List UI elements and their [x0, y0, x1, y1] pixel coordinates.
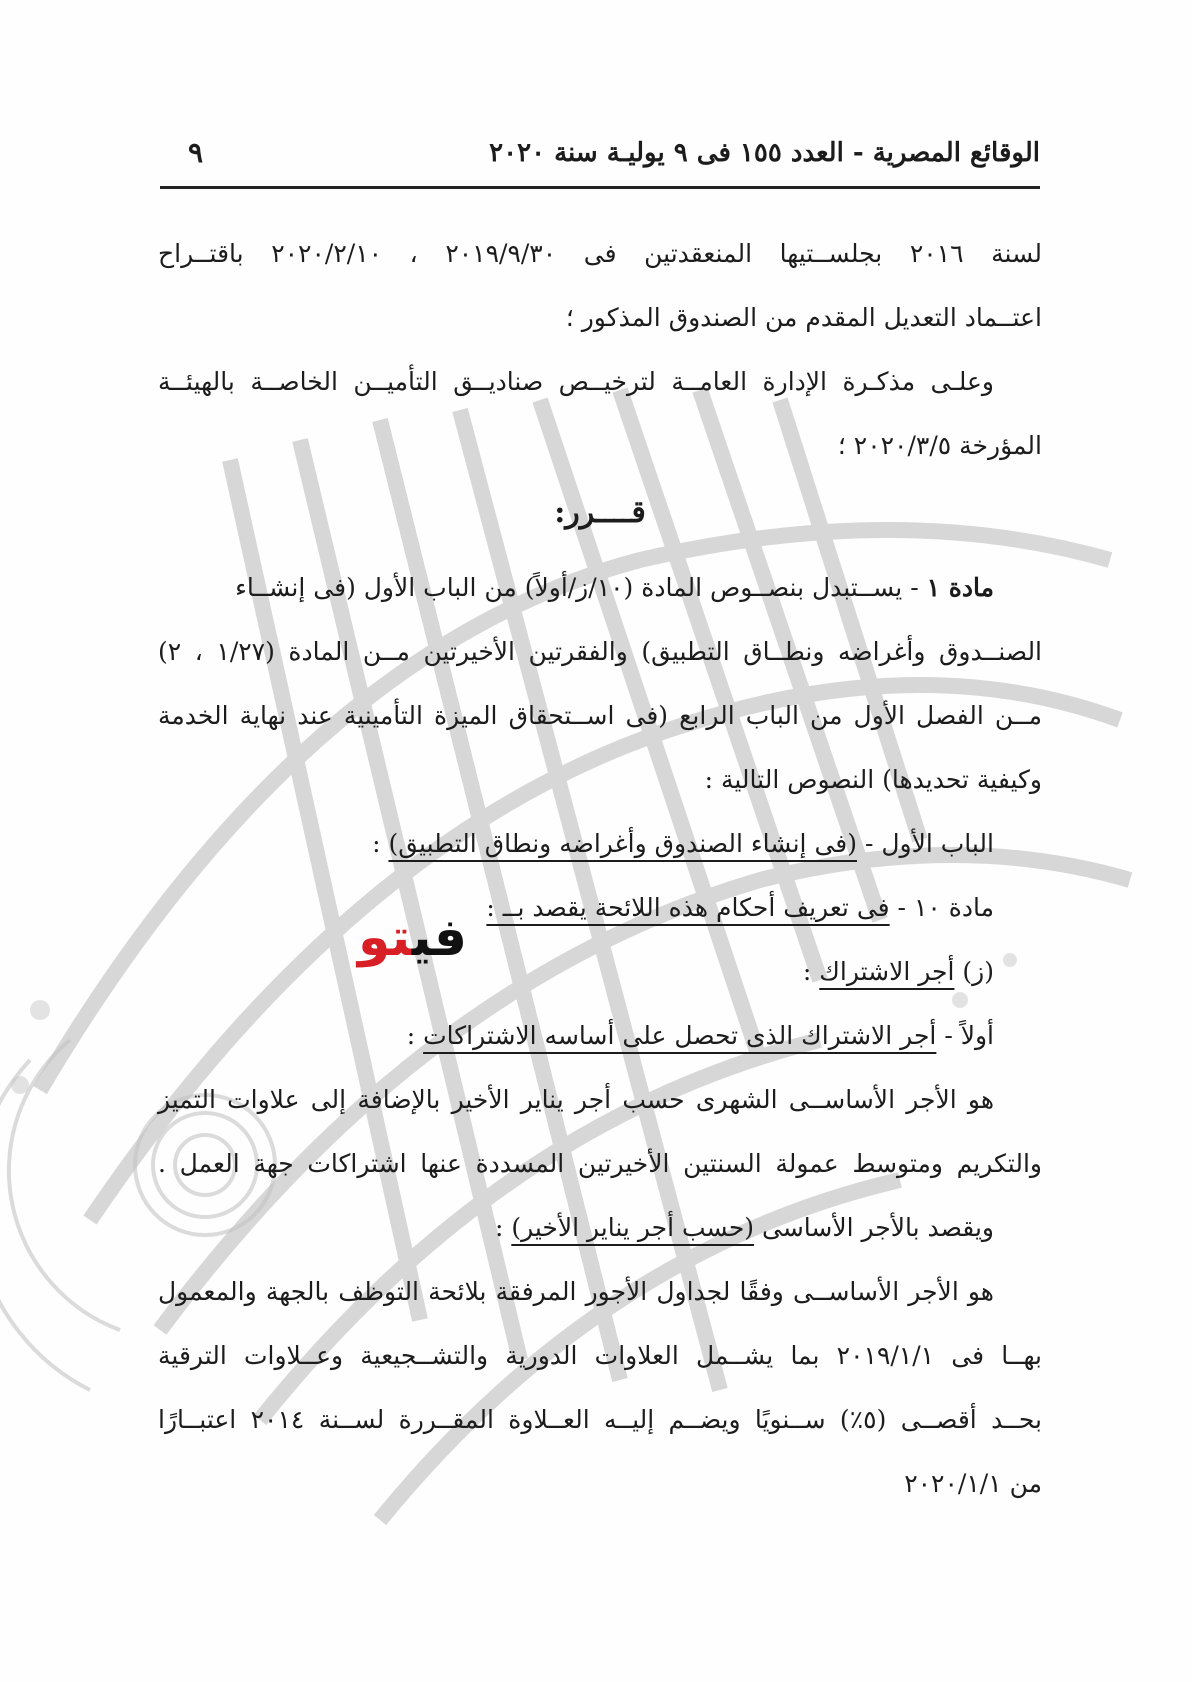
text-line: المؤرخة ٢٠٢٠/٣/٥ ؛	[837, 431, 1042, 460]
text-line: الصنــدوق وأغراضه ونطــاق التطبيق) والفقرتين الأخيرتين مــن المادة (١/٢٧ ، ٢)	[158, 637, 1043, 666]
item-z-line	[158, 940, 1042, 1004]
article-10-prefix: مادة ١٠ -	[889, 893, 994, 922]
item-z-prefix: (ز)	[954, 957, 994, 986]
text-line: هو الأجر الأساســى وفقًا لجداول الأجور المرفقة بلائحة التوظف بالجهة والمعمول	[158, 1277, 994, 1306]
gazette-title: الوقائع المصرية - العدد ١٥٥ فى ٩ يوليـة سنة ٢٠٢٠	[489, 138, 1040, 168]
document-body	[158, 222, 1042, 1516]
page-number: ٩	[188, 136, 204, 169]
text-line: والتكريم ومتوسط عمولة السنتين الأخيرتين المسددة عنها اشتراكات جهة العمل .	[158, 1149, 1042, 1178]
text-line: بحــد أقصــى (٥٪) ســنويًا ويضــم إليــه العــلاوة المقــررة لســنة ٢٠١٤ اعتبــارًا	[158, 1405, 1043, 1434]
item-z-text: أجر الاشتراك	[819, 957, 955, 986]
first-item-prefix: أولاً -	[936, 1021, 994, 1050]
text-line: اعتــماد التعديل المقدم من الصندوق المذكور ؛	[565, 303, 1042, 332]
article-1-text: - يســتبدل بنصــوص المادة (١٠/ز/أولاً) من الباب الأول (فى إنشــاء	[235, 573, 927, 602]
logo-black-part: في	[411, 908, 468, 968]
logo-red-part: تو	[358, 908, 412, 968]
basic-wage-suffix: :	[494, 1213, 512, 1242]
text-line: وعلـى مذكـرة الإدارة العامــة لترخيــص صناديــق التأميــن الخاصــة بالهيئــة	[158, 367, 994, 396]
article-10-line	[158, 876, 1042, 940]
chapter-1-prefix: الباب الأول -	[857, 829, 994, 858]
text-line: بهــا فى ٢٠١٩/١/١ بما يشــمل العلاوات الدورية والتشــجيعية وعــلاوات الترقية	[158, 1341, 1042, 1370]
article-10-text: فى تعريف أحكام هذه اللائحة يقصد بــ :	[486, 893, 890, 922]
first-item-text: أجر الاشتراك الذى تحصل على أساسه الاشتراكات	[423, 1021, 937, 1050]
text-line: لسنة ٢٠١٦ بجلســتيها المنعقدتين فى ٢٠١٩/٩/٣٠ ، ٢٠٢٠/٢/١٠ باقتــراح	[158, 239, 1042, 268]
chapter-1-title: (فى إنشاء الصندوق وأغراضه ونطاق التطبيق)	[388, 829, 857, 858]
first-item-suffix: :	[406, 1021, 424, 1050]
basic-wage-text: (حسب أجر يناير الأخير)	[511, 1213, 755, 1242]
article-1-first-line	[158, 556, 1042, 620]
text-line: هو الأجر الأساســى الشهرى حسب أجر يناير الأخير بالإضافة إلى علاوات التميز	[158, 1085, 994, 1114]
text-line: وكيفية تحديدها) النصوص التالية :	[704, 765, 1042, 794]
decision-heading: قــــرر:	[554, 495, 646, 530]
text-line: من ٢٠٢٠/١/١	[904, 1469, 1042, 1498]
item-z-suffix: :	[802, 957, 820, 986]
gazette-header	[160, 128, 1040, 184]
text-line: مــن الفصل الأول من الباب الرابع (فى اســتحقاق الميزة التأمينية عند نهاية الخدمة	[158, 701, 1042, 730]
chapter-1-line	[158, 812, 1042, 876]
basic-wage-prefix: ويقصد بالأجر الأساسى	[754, 1213, 994, 1242]
chapter-1-suffix: :	[372, 829, 389, 858]
basic-wage-line	[158, 1196, 1042, 1260]
site-logo	[358, 908, 468, 968]
header-divider	[160, 186, 1040, 189]
article-1-label: مادة ١	[926, 573, 994, 602]
first-item-line	[158, 1004, 1042, 1068]
